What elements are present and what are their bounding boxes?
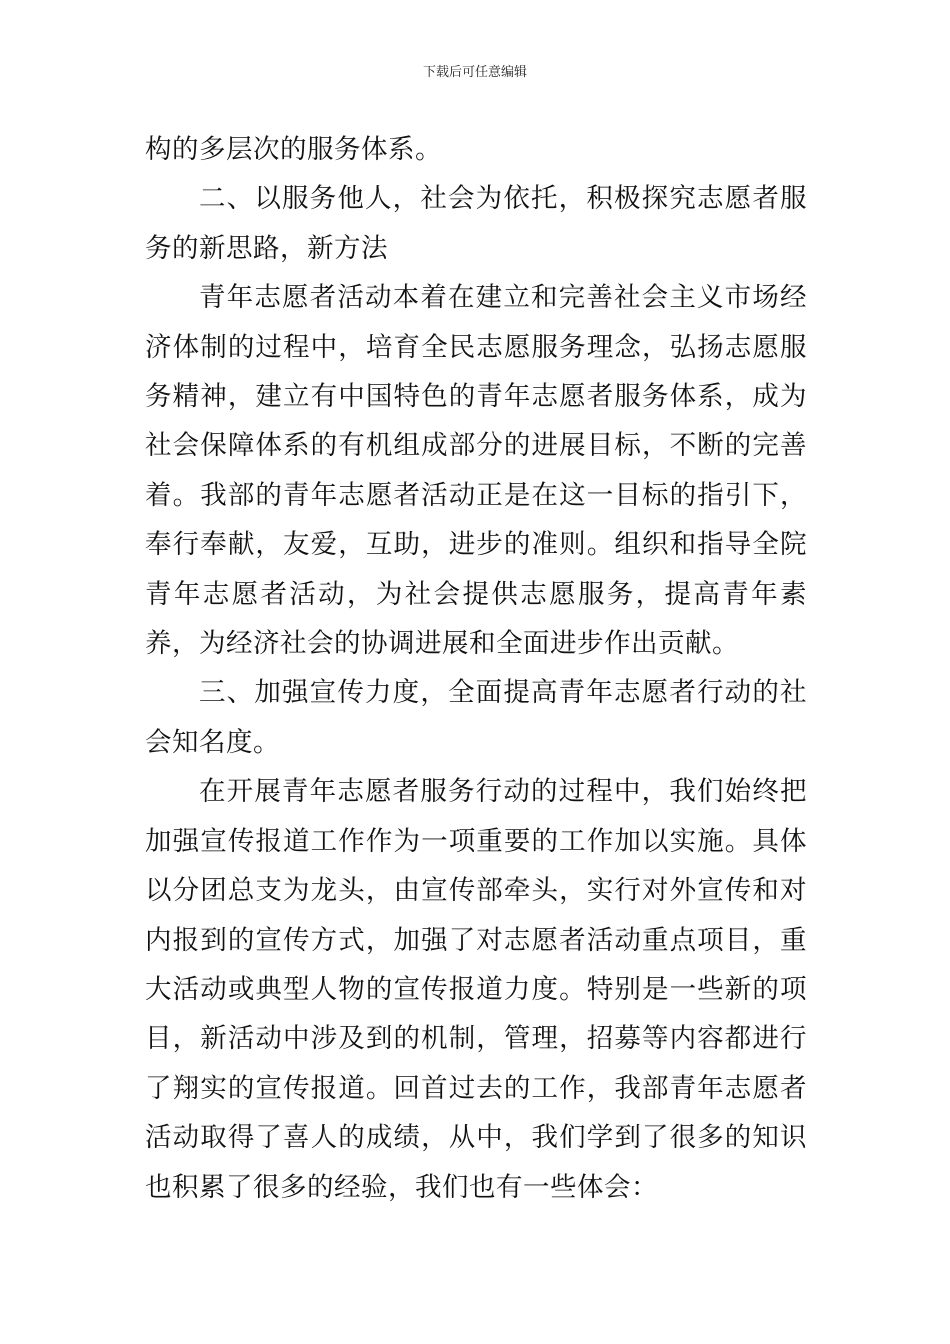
paragraph-publicity: 在开展青年志愿者服务行动的过程中，我们始终把加强宣传报道工作作为一项重要的工作加以实施。具体以分团总支为龙头，由宣传部牵头，实行对外宣传和对内报到的宣传方式，加强了对志愿者活动重点项目，重大活动或典型人物的宣传报道力度。特别是一些新的项目，新活动中涉及到的机制，管理，招募等内容都进行了翔实的宣传报道。回首过去的工作，我部青年志愿者活动取得了喜人的成绩，从中，我们学到了很多的知识也积累了很多的经验，我们也有一些体会： <box>145 776 807 1203</box>
paragraph-continuation: 构的多层次的服务体系。 <box>145 134 442 165</box>
section-heading-3: 三、加强宣传力度，全面提高青年志愿者行动的社会知名度。 <box>145 677 807 758</box>
section-heading-2: 二、以服务他人，社会为依托，积极探究志愿者服务的新思路，新方法 <box>145 183 807 264</box>
paragraph-volunteer-activities: 青年志愿者活动本着在建立和完善社会主义市场经济体制的过程中，培育全民志愿服务理念，弘扬志愿服务精神，建立有中国特色的青年志愿者服务体系，成为社会保障体系的有机组成部分的进展目标，不断的完善着。我部的青年志愿者活动正是在这一目标的指引下，奉行奉献，友爱，互助，进步的准则。组织和指导全院青年志愿者活动，为社会提供志愿服务，提高青年素养，为经济社会的协调进展和全面进步作出贡献。 <box>145 282 807 660</box>
document-body <box>145 125 807 1212</box>
page-header: 下载后可任意编辑 <box>422 65 527 80</box>
